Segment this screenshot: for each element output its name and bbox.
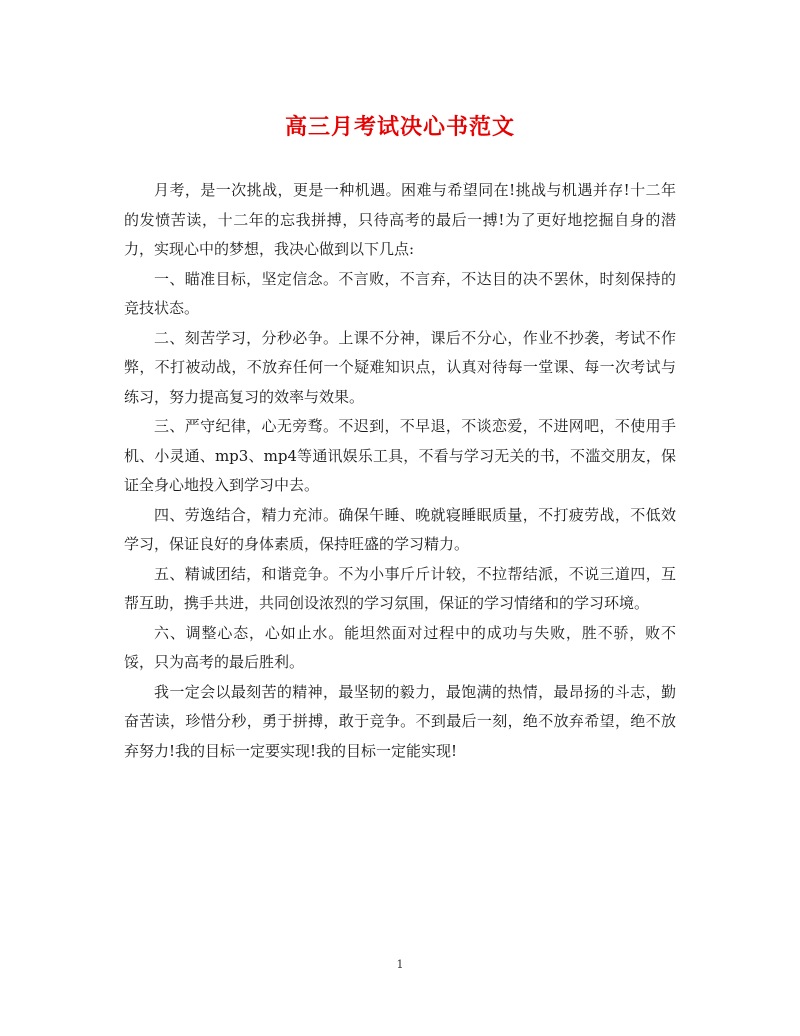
page-title: 高三月考试决心书范文 <box>284 114 515 140</box>
paragraph-point-6: 六、调整心态，心如止水。能坦然面对过程中的成功与失败，胜不骄，败不馁，只为高考的最后胜利。 <box>124 623 676 671</box>
paragraph-point-5: 五、精诚团结，和谐竞争。不为小事斤斤计较，不拉帮结派，不说三道四，互帮互助，携手共进，共同创设浓烈的学习氛围，保证的学习情绪和的学习环境。 <box>124 564 676 612</box>
page-number: 1 <box>396 958 404 971</box>
document-body <box>124 176 676 766</box>
paragraph-point-1: 一、瞄准目标，坚定信念。不言败，不言弃，不达目的决不罢休，时刻保持的竞技状态。 <box>124 269 676 317</box>
paragraph-point-4: 四、劳逸结合，精力充沛。确保午睡、晚就寝睡眠质量，不打疲劳战，不低效学习，保证良好的身体素质，保持旺盛的学习精力。 <box>124 505 676 553</box>
paragraph-intro: 月考，是一次挑战，更是一种机遇。困难与希望同在!挑战与机遇并存!十二年的发愤苦读，十二年的忘我拼搏，只待高考的最后一搏!为了更好地挖掘自身的潜力，实现心中的梦想，我决心做到以下几点: <box>124 181 676 258</box>
paragraph-point-3: 三、严守纪律，心无旁骛。不迟到，不早退，不谈恋爱，不进网吧，不使用手机、小灵通、mp3、mp4等通讯娱乐工具，不看与学习无关的书，不滥交朋友，保证全身心地投入到学习中去。 <box>124 417 676 494</box>
paragraph-point-2: 二、刻苦学习，分秒必争。上课不分神，课后不分心，作业不抄袭，考试不作弊，不打被动战，不放弃任何一个疑难知识点，认真对待每一堂课、每一次考试与练习，努力提高复习的效率与效果。 <box>124 328 676 406</box>
paragraph-conclusion: 我一定会以最刻苦的精神，最坚韧的毅力，最饱满的热情，最昂扬的斗志，勤奋苦读，珍惜分秒，勇于拼搏，敢于竞争。不到最后一刻，绝不放弃希望，绝不放弃努力!我的目标一定要实现!我的目标一定能实现! <box>124 682 676 760</box>
